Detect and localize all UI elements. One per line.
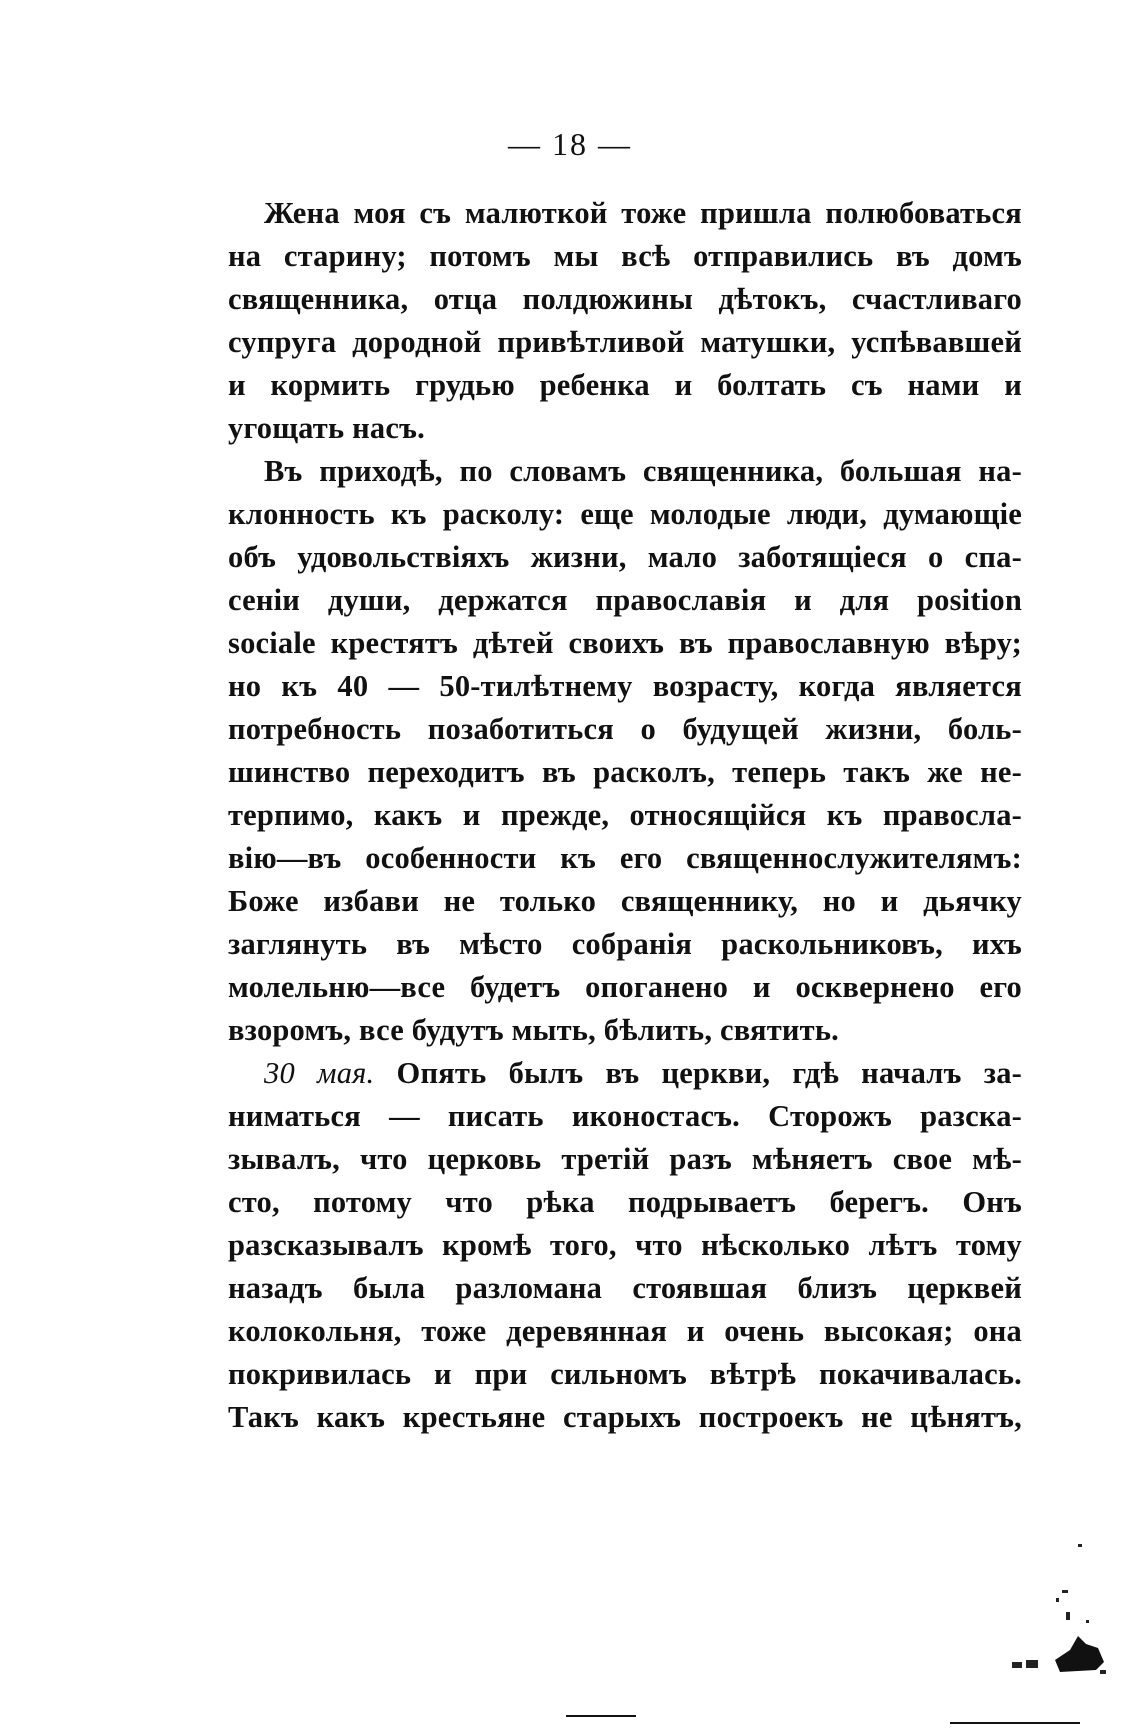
text-line: молельню—все будетъ опоганено и осквернено его (228, 970, 1022, 1004)
text-line: на старину; потомъ мы всѣ отправились въ домъ (228, 239, 1022, 273)
text-line: взоромъ, все будутъ мыть, бѣлить, святить. (228, 1013, 839, 1047)
scan-line-bottom-left (566, 1715, 636, 1717)
text-line: сеніи души, держатся православія и для position (228, 583, 1022, 617)
text-line: супруга дородной привѣтливой матушки, успѣвавшей (228, 325, 1022, 359)
scan-line-bottom-right (950, 1722, 1080, 1724)
text-line: но къ 40 — 50-тилѣтнему возрасту, когда является (228, 669, 1022, 703)
paragraph-1 (228, 192, 1022, 450)
text-line: Жена моя съ малюткой тоже пришла полюбоваться (264, 196, 1022, 230)
text-line: терпимо, какъ и прежде, относящійся къ правосла- (228, 798, 1022, 832)
body-text (228, 192, 1022, 1439)
scan-artifact (1000, 1540, 1130, 1710)
date-lead: 30 мая. (264, 1056, 375, 1090)
text-line: ниматься — писать иконостасъ. Сторожъ разска- (228, 1099, 1022, 1133)
text-line: сто, потому что рѣка подрываетъ берегъ. Онъ (228, 1185, 1022, 1219)
text-line: угощать насъ. (228, 411, 425, 445)
text-line: Въ приходѣ, по словамъ священника, большая на- (264, 454, 1022, 488)
text-line (228, 1052, 1022, 1095)
text-line: разсказывалъ кромѣ того, что нѣсколько лѣтъ тому (228, 1228, 1022, 1262)
text-line: Такъ какъ крестьяне старыхъ построекъ не цѣнятъ, (228, 1400, 1022, 1434)
text-line: клонность къ расколу: еще молодые люди, думающіе (228, 497, 1022, 531)
text-line: объ удовольствіяхъ жизни, мало заботящіеся о спа- (228, 540, 1022, 574)
text-line: потребность позаботиться о будущей жизни, боль- (228, 712, 1022, 746)
text-line: вію—въ особенности къ его священнослужителямъ: (228, 841, 1022, 875)
text-line: Боже избави не только священнику, но и дьячку (228, 884, 1022, 918)
paragraph-2 (228, 450, 1022, 1052)
paragraph-3 (228, 1052, 1022, 1439)
text-line: покривилась и при сильномъ вѣтрѣ покачивалась. (228, 1357, 1022, 1391)
text-line: колокольня, тоже деревянная и очень высокая; она (228, 1314, 1022, 1348)
text-line: заглянуть въ мѣсто собранія раскольниковъ, ихъ (228, 927, 1022, 961)
text-line: sociale крестятъ дѣтей своихъ въ православную вѣру; (228, 626, 1022, 660)
text-line-rest: Опять былъ въ церкви, гдѣ началъ за- (374, 1056, 1023, 1090)
text-line: назадъ была разломана стоявшая близъ церквей (228, 1271, 1022, 1305)
page-number: — 18 — (508, 126, 632, 162)
text-line: священника, отца полдюжины дѣтокъ, счастливаго (228, 282, 1022, 316)
text-line: шинство переходитъ въ расколъ, теперь такъ же не- (228, 755, 1022, 789)
text-line: зывалъ, что церковь третій разъ мѣняетъ свое мѣ- (228, 1142, 1022, 1176)
text-line: и кормить грудью ребенка и болтать съ нами и (228, 368, 1022, 402)
